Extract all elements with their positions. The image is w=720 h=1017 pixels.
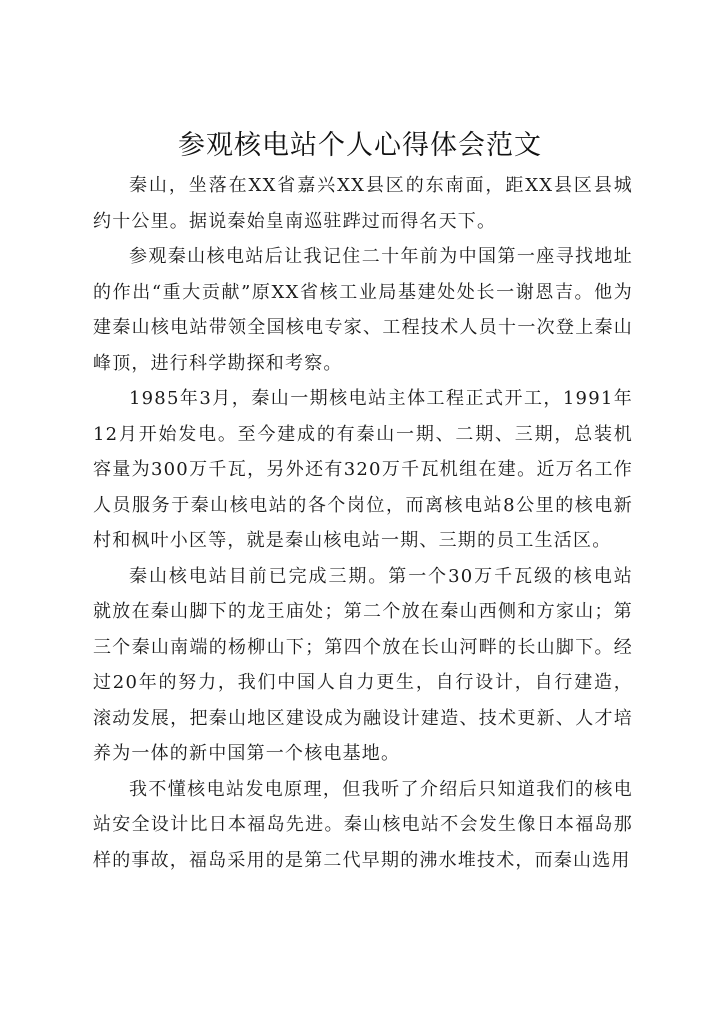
document-title: 参观核电站个人心得体会范文	[178, 130, 542, 161]
paragraph-3: 1985年3月，秦山一期核电站主体工程正式开工，1991年12月开始发电。至今建成的有秦山一期、二期、三期，总装机容量为300万千瓦，另外还有320万千瓦机组在建。近万名工作人员服务于秦山核电站的各个岗位，而离核电站8公里的核电新村和枫叶小区等，就是秦山核电站一期、三期的员工生活区。	[93, 388, 633, 551]
paragraph-4: 秦山核电站目前已完成三期。第一个30万千瓦级的核电站就放在秦山脚下的龙王庙处；第二个放在秦山西侧和方家山；第三个秦山南端的杨柳山下；第四个放在长山河畔的长山脚下。经过20年的努力，我们中国人自力更生，自行设计，自行建造，滚动发展，把秦山地区建设成为融设计建造、技术更新、人才培养为一体的新中国第一个核电基地。	[93, 565, 633, 764]
document-body	[93, 168, 633, 878]
paragraph-5: 我不懂核电站发电原理，但我听了介绍后只知道我们的核电站安全设计比日本福岛先进。秦山核电站不会发生像日本福岛那样的事故，福岛采用的是第二代早期的沸水堆技术，而秦山选用	[93, 778, 633, 871]
paragraph-2: 参观秦山核电站后让我记住二十年前为中国第一座寻找地址的作出“重大贡献”原XX省核工业局基建处处长一谢恩吉。他为建秦山核电站带领全国核电专家、工程技术人员十一次登上秦山峰顶，进行科学勘探和考察。	[93, 246, 633, 374]
paragraph-1: 秦山，坐落在XX省嘉兴XX县区的东南面，距XX县区县城约十公里。据说秦始皇南巡驻跸过而得名天下。	[93, 175, 633, 232]
